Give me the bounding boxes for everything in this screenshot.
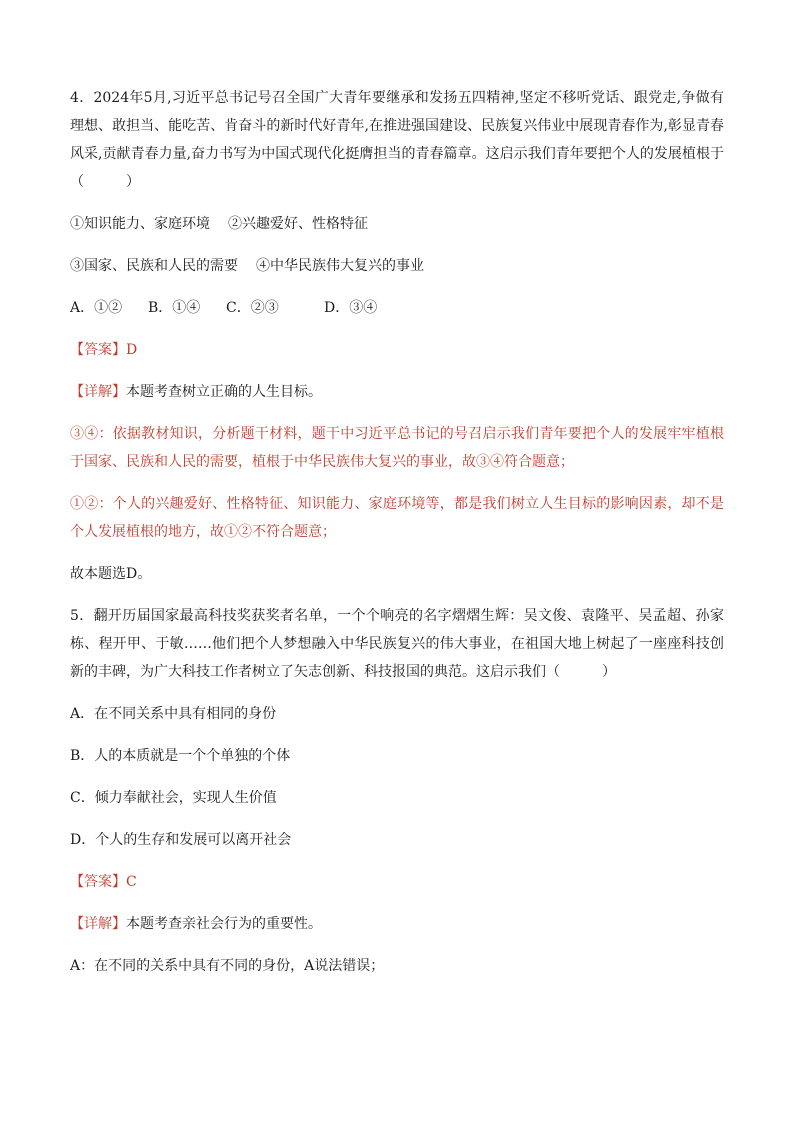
question-5-option-c: C．倾力奉献社会，实现人生价值 [70, 790, 277, 806]
question-4-answer [70, 336, 724, 364]
choice-1: ①知识能力、家庭环境 [70, 216, 210, 232]
choice-2: ②兴趣爱好、性格特征 [228, 216, 368, 232]
question-5-option-a: A．在不同关系中具有相同的身份 [70, 706, 277, 722]
question-5-analysis-1: A：在不同的关系中具有不同的身份，A说法错误； [70, 958, 385, 974]
question-4-options [70, 294, 724, 322]
question-4-detail [70, 378, 724, 406]
answer-label: 【答案】 [70, 342, 126, 358]
question-4-analysis-2: ①②：个人的兴趣爱好、性格特征、知识能力、家庭环境等，都是我们树立人生目标的影响因素，却不是个人发展植根的地方，故①②不符合题意； [70, 496, 724, 540]
detail-text: 本题考查亲社会行为的重要性。 [126, 916, 322, 932]
answer-value: C [126, 874, 137, 890]
question-5-option-d: D．个人的生存和发展可以离开社会 [70, 832, 292, 848]
option-d: D．③④ [324, 300, 378, 316]
choice-4: ④中华民族伟大复兴的事业 [256, 258, 424, 274]
option-b: B．①④ [148, 300, 201, 316]
question-4-conclusion: 故本题选D。 [70, 566, 152, 582]
question-4-choices-line-2 [70, 252, 724, 280]
question-4-analysis-1: ③④：依据教材知识，分析题干材料，题干中习近平总书记的号召启示我们青年要把个人的发展牢牢植根于国家、民族和人民的需要，植根于中华民族伟大复兴的事业，故③④符合题意； [70, 426, 724, 470]
choice-3: ③国家、民族和人民的需要 [70, 258, 238, 274]
question-5-answer [70, 868, 724, 896]
answer-label: 【答案】 [70, 874, 126, 890]
detail-text: 本题考查树立正确的人生目标。 [126, 384, 322, 400]
answer-value: D [126, 342, 138, 358]
detail-label: 【详解】 [70, 916, 126, 932]
option-a: A．①② [70, 300, 123, 316]
question-5-detail [70, 910, 724, 938]
question-4-stem: 4．2024年5月,习近平总书记号召全国广大青年要继承和发扬五四精神,坚定不移听党话、跟党走,争做有理想、敢担当、能吃苦、肯奋斗的新时代好青年,在推进强国建设、民族复兴伟业中展现青春作为,彰显青春风采,贡献青春力量,奋力书写为中国式现代化挺膺担当的青春篇章。这启示我们青年要把个人的发展植根于（ ） [70, 90, 724, 190]
option-c: C．②③ [226, 300, 279, 316]
question-5-stem: 5．翻开历届国家最高科技奖获奖者名单，一个个响亮的名字熠熠生辉：吴文俊、袁隆平、吴孟超、孙家栋、程开甲、于敏……他们把个人梦想融入中华民族复兴的伟大事业，在祖国大地上树起了一座座科技创新的丰碑，为广大科技工作者树立了矢志创新、科技报国的典范。这启示我们（ ） [70, 608, 724, 680]
question-5-option-b: B．人的本质就是一个个单独的个体 [70, 748, 291, 764]
question-4-choices-line-1 [70, 210, 724, 238]
detail-label: 【详解】 [70, 384, 126, 400]
